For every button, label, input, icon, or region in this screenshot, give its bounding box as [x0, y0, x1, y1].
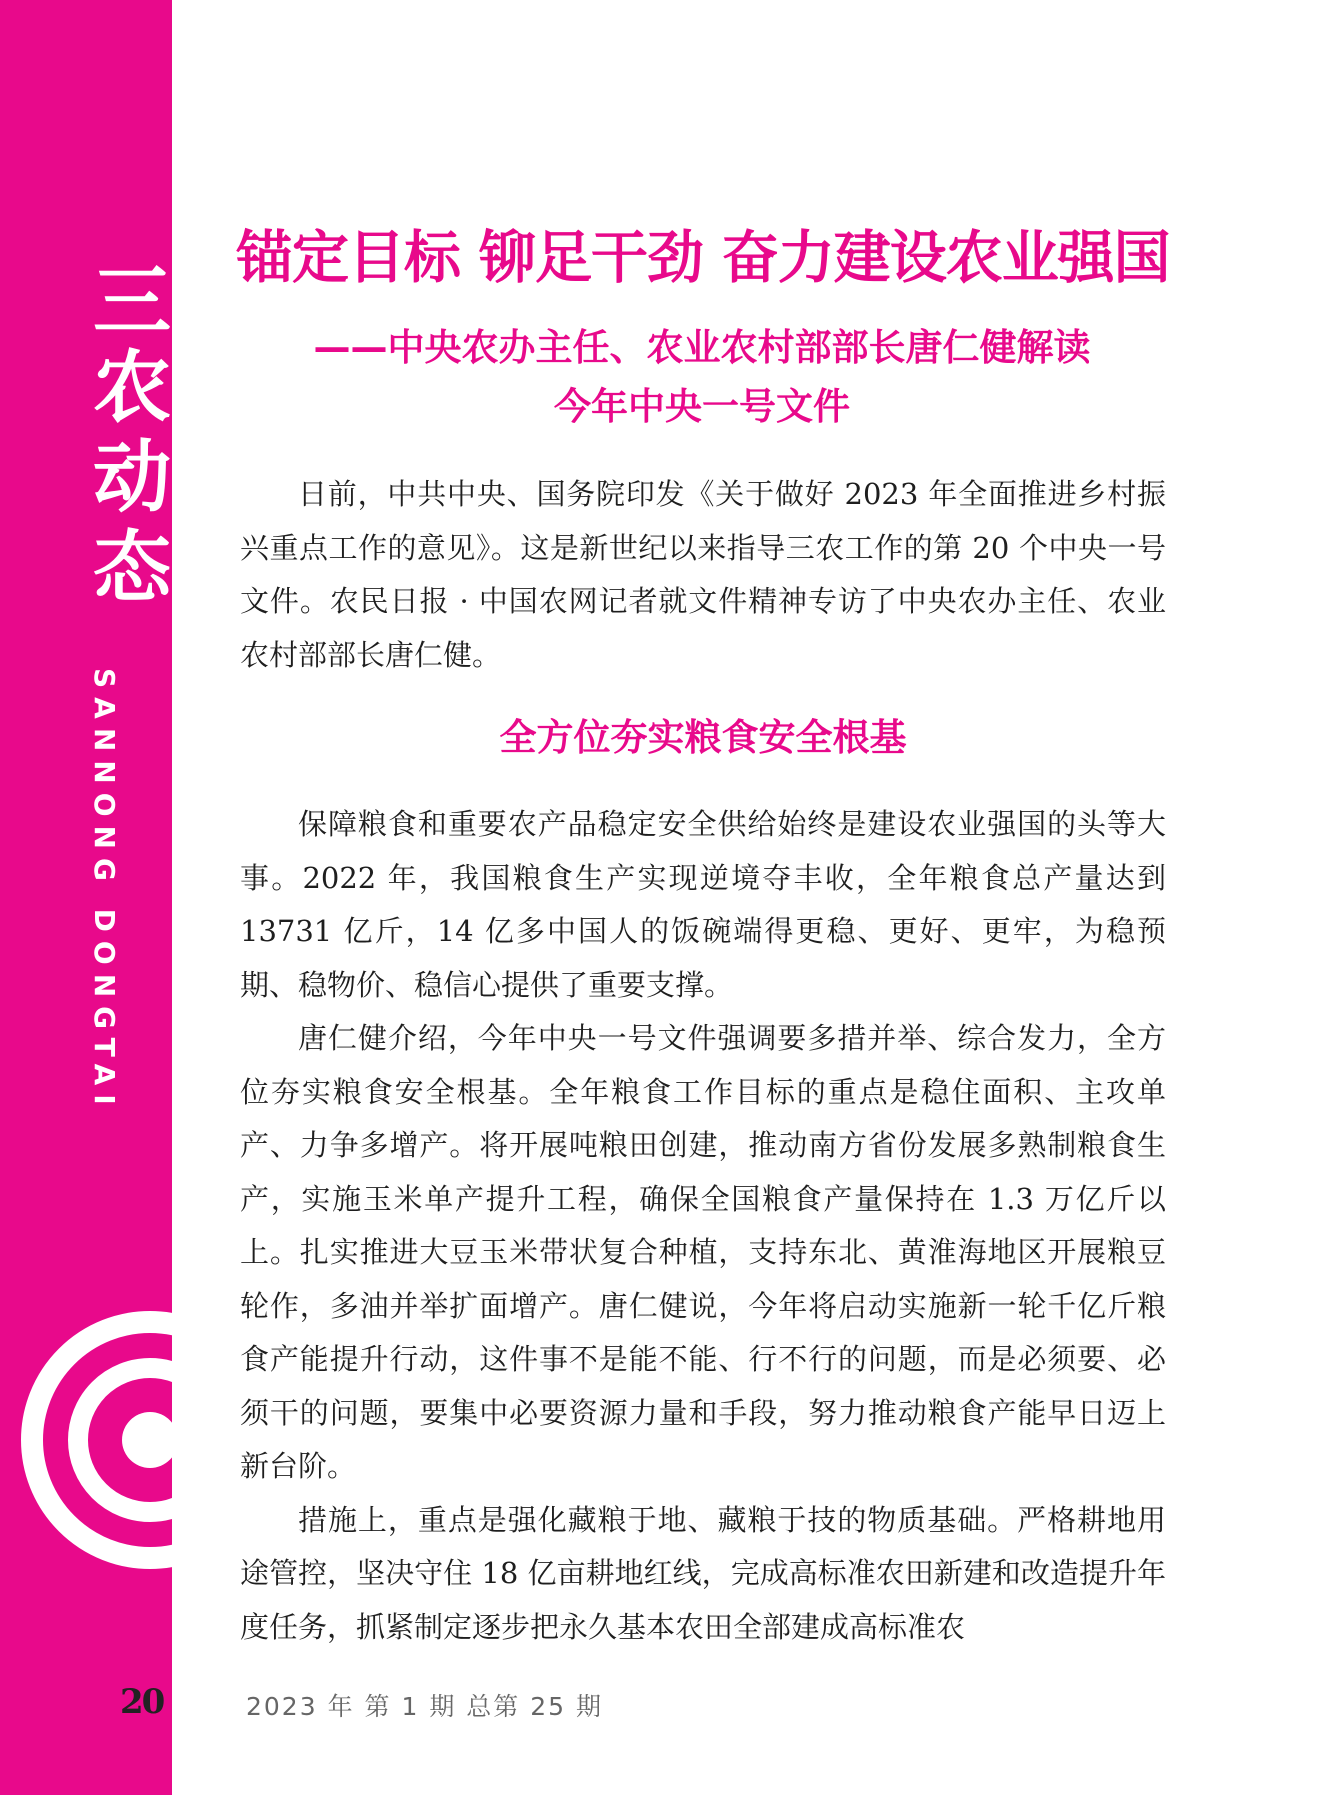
intro-paragraph: 日前，中共中央、国务院印发《关于做好 2023 年全面推进乡村振兴重点工作的意见》。这是新世纪以来指导三农工作的第 20 个中央一号文件。农民日报 · 中国农网记者就文件精神专访了中央农办主任、农业农村部部长唐仁健。	[240, 477, 1166, 672]
article-title: 锚定目标 铆足干劲 奋力建设农业强国	[236, 224, 1170, 291]
body-paragraph: 保障粮食和重要农产品稳定安全供给始终是建设农业强国的头等大事。2022 年，我国粮食生产实现逆境夺丰收，全年粮食总产量达到 13731 亿斤，14 亿多中国人的饭碗端得更稳、更好、更牢，为稳预期、稳物价、稳信心提供了重要支撑。	[240, 807, 1166, 1002]
sidebar	[0, 0, 172, 1795]
article-subtitle	[242, 318, 1162, 436]
column-title-char: 三	[92, 256, 171, 347]
column-title-char: 态	[92, 522, 171, 613]
subtitle-line: 今年中央一号文件	[554, 385, 850, 428]
body-paragraph: 措施上，重点是强化藏粮于地、藏粮于技的物质基础。严格耕地用途管控，坚决守住 18 亿亩耕地红线，完成高标准农田新建和改造提升年度任务，抓紧制定逐步把永久基本农田全部建成高标准农	[240, 1502, 1166, 1644]
subtitle-line: ——中央农办主任、农业农村部部长唐仁健解读	[313, 326, 1091, 369]
issue-info: 2023 年 第 1 期 总第 25 期	[246, 1692, 603, 1721]
article-body	[240, 468, 1166, 1654]
column-title-char: 动	[92, 432, 171, 523]
concentric-rings-icon	[0, 1300, 172, 1580]
column-pinyin: SANNONG DONGTAI	[88, 668, 121, 1114]
body-paragraph: 唐仁健介绍，今年中央一号文件强调要多措并举、综合发力，全方位夯实粮食安全根基。全年粮食工作目标的重点是稳住面积、主攻单产、力争多增产。将开展吨粮田创建，推动南方省份发展多熟制粮食生产，实施玉米单产提升工程，确保全国粮食产量保持在 1.3 万亿斤以上。扎实推进大豆玉米带状复合种植，支持东北、黄淮海地区开展粮豆轮作，多油并举扩面增产。唐仁健说，今年将启动实施新一轮千亿斤粮食产能提升行动，这件事不是能不能、行不行的问题，而是必须要、必须干的问题，要集中必要资源力量和手段，努力推动粮食产能早日迈上新台阶。	[240, 1021, 1166, 1483]
section-heading: 全方位夯实粮食安全根基	[499, 716, 907, 759]
column-title-char: 农	[92, 342, 171, 433]
page-number: 20	[120, 1682, 164, 1722]
